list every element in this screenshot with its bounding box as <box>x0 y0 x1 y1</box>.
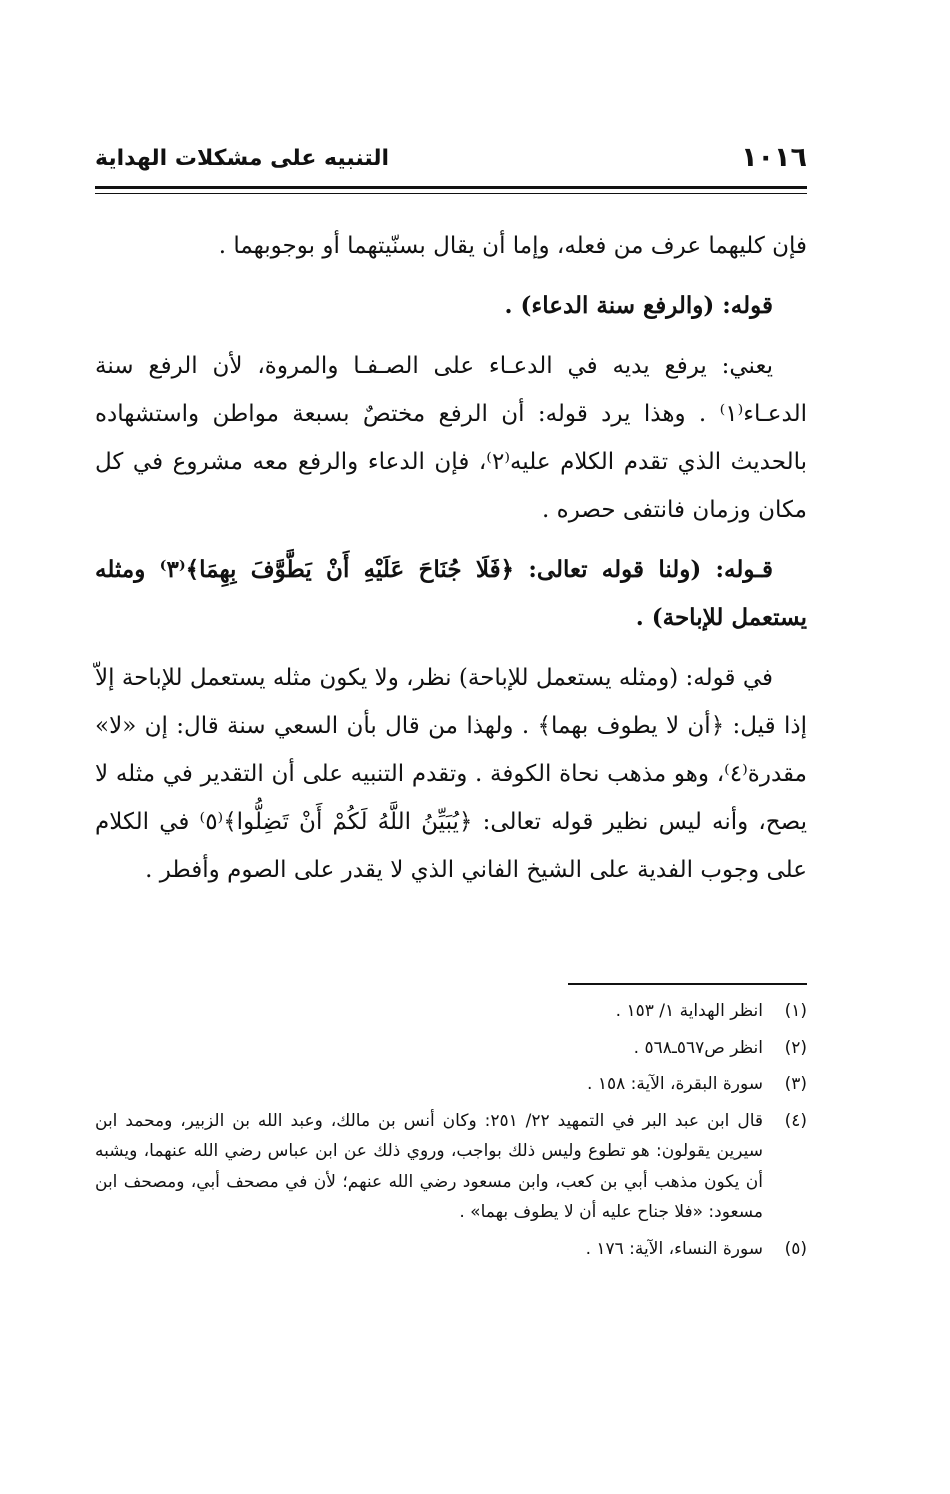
footnote-text: قال ابن عبد البر في التمهيد ٢٢/ ٢٥١: وكان أنس بن مالك، وعبد الله بن الزبير، ومحمد ابن سيرين يقولون: هو تطوع وليس ذلك بواجب، وروي ذلك عن ابن عباس رضي الله عنهما، ويشبه أن يكون مذهب أبي بن كعب، وابن مسعود رضي الله عنهم؛ لأن في مصحف أبي، ومصحف ابن مسعود: «فلا جناح عليه أن لا يطوف بهما» . <box>95 1110 764 1222</box>
main-text <box>95 222 807 906</box>
footnote-2 <box>95 1033 807 1064</box>
page-header <box>95 140 807 180</box>
footnote-text: سورة النساء، الآية: ١٧٦ . <box>585 1238 763 1259</box>
footnote-number: (٥) <box>784 1238 807 1259</box>
footnote-text: انظر الهداية ١/ ١٥٣ . <box>615 1001 763 1021</box>
footnote-5 <box>95 1234 807 1265</box>
footnotes <box>95 996 807 1270</box>
paragraph-4-quote: قـوله: (ولنا قوله تعالى: ﴿فَلَا جُنَاحَ عَلَيْهِ أَنْ يَطَّوَّفَ بِهِمَا﴾⁽٣⁾ ومثله يستعمل للإباحة) . <box>95 556 807 631</box>
footnote-number: (٣) <box>784 1074 807 1094</box>
paragraph-3: يعني: يرفع يديه في الدعـاء على الصـفـا والمروة، لأن الرفع سنة الدعـاء⁽١⁾ . وهذا يرد قوله: أن الرفع مختصٌ بسبعة مواطن واستشهاده بالحديث الذي تقدم الكلام عليه⁽٢⁾، فإن الدعاء والرفع معه مشروع في كل مكان وزمان فانتفى حصره . <box>95 353 808 523</box>
footnote-4 <box>95 1106 807 1228</box>
header-rule-thick <box>95 186 807 189</box>
running-title: التنبيه على مشكلات الهداية <box>95 146 390 171</box>
footnote-text: انظر ص٥٦٧ـ٥٦٨ . <box>633 1037 763 1058</box>
footnote-number: (٢) <box>784 1037 807 1058</box>
footnote-1 <box>95 996 807 1027</box>
paragraph-2-quote: قوله: (والرفع سنة الدعاء) . <box>504 292 773 319</box>
footnote-separator <box>568 983 807 985</box>
footnote-number: (٤) <box>784 1110 807 1131</box>
footnote-3 <box>95 1069 807 1100</box>
paragraph-1: فإن كليهما عرف من فعله، وإما أن يقال بسنّيتهما أو بوجوبهما . <box>218 233 807 259</box>
footnote-text: سورة البقرة، الآية: ١٥٨ . <box>587 1074 763 1094</box>
paragraph-5: في قوله: (ومثله يستعمل للإباحة) نظر، ولا يكون مثله يستعمل للإباحة إلاّ إذا قيل: ﴿أن لا يطوف بهما﴾ . ولهذا من قال بأن السعي سنة قال: إن «لا» مقدرة⁽٤⁾، وهو مذهب نحاة الكوفة . وتقدم التنبيه على أن التقدير في مثله لا يصح، وأنه ليس نظير قوله تعالى: ﴿يُبَيِّنُ اللَّهُ لَكُمْ أَنْ تَضِلُّوا﴾⁽٥⁾ في الكلام على وجوب الفدية على الشيخ الفاني الذي لا يقدر على الصوم وأفطر . <box>95 665 807 883</box>
footnote-number: (١) <box>784 1001 807 1021</box>
header-rule-thin <box>95 193 807 194</box>
page-number: ١٠١٦ <box>741 142 807 173</box>
